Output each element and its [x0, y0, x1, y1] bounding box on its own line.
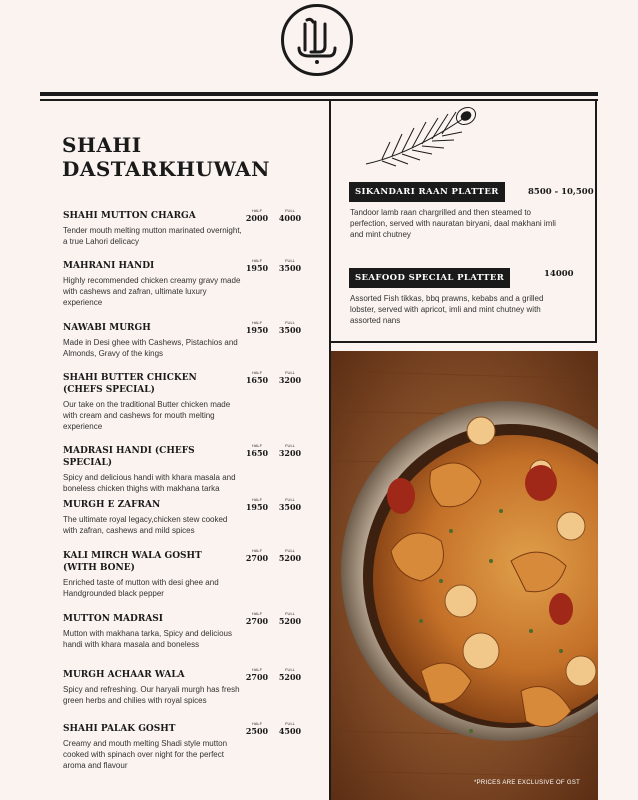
- full-price: [273, 611, 307, 626]
- full-label: FULL: [285, 611, 295, 616]
- full-price: [273, 721, 307, 736]
- menu-item-description: The ultimate royal legacy,chicken stew cooked with zafran, cashews and mild spices: [63, 515, 228, 535]
- half-price: [240, 258, 274, 273]
- half-label: HALF: [251, 611, 263, 616]
- half-label: HALF: [251, 667, 263, 672]
- header-rule-thick: [40, 92, 598, 96]
- menu-item-description: Tender mouth melting mutton marinated overnight, a true Lahori delicacy: [63, 226, 242, 246]
- half-value: 2700: [245, 616, 269, 626]
- calligraphy-logo-icon: [281, 4, 353, 76]
- gst-footnote: *PRICES ARE EXCLUSIVE OF GST: [474, 780, 581, 786]
- menu-item: [63, 499, 325, 536]
- menu-item-description: Made in Desi ghee with Cashews, Pistachios and Almonds, Gravy of the kings: [63, 338, 238, 358]
- full-price: [273, 667, 307, 682]
- full-value: 3500: [278, 263, 302, 273]
- half-value: 1950: [245, 502, 269, 512]
- menu-item: [63, 210, 325, 247]
- full-price: [273, 320, 307, 335]
- full-price: [273, 497, 307, 512]
- logo-glyph: [287, 10, 347, 70]
- menu-item-description: Highly recommended chicken creamy gravy made with cashews and zafran, ultimate luxury experience: [63, 276, 241, 307]
- platter-price-sikandari: 8500 - 10,500: [528, 187, 594, 197]
- menu-item-name: SHAHI BUTTER CHICKEN (CHEFS SPECIAL): [63, 373, 197, 395]
- full-price: [273, 443, 307, 458]
- full-label: FULL: [285, 320, 295, 325]
- section-title-line2: DASTARKHUWAN: [62, 157, 270, 181]
- half-label: HALF: [251, 721, 263, 726]
- half-price: [240, 721, 274, 736]
- half-value: 1650: [245, 448, 269, 458]
- half-price: [240, 370, 274, 385]
- full-label: FULL: [285, 370, 295, 375]
- full-value: 5200: [278, 616, 302, 626]
- full-value: 3200: [278, 448, 302, 458]
- menu-item: [63, 445, 325, 494]
- menu-item: [63, 723, 325, 771]
- half-value: 1950: [245, 263, 269, 273]
- full-label: FULL: [285, 208, 295, 213]
- platter-title-sikandari: SIKANDARI RAAN PLATTER: [349, 182, 505, 202]
- menu-item-name: SHAHI PALAK GOSHT: [63, 724, 176, 734]
- half-price: [240, 320, 274, 335]
- dish-photo: [331, 351, 598, 800]
- full-value: 4000: [278, 213, 302, 223]
- full-value: 3500: [278, 325, 302, 335]
- menu-item: [63, 322, 325, 359]
- half-label: HALF: [251, 320, 263, 325]
- half-price: [240, 443, 274, 458]
- menu-item-name: MAHRANI HANDI: [63, 261, 155, 271]
- full-label: FULL: [285, 667, 295, 672]
- full-label: FULL: [285, 258, 295, 263]
- full-label: FULL: [285, 721, 295, 726]
- full-value: 3500: [278, 502, 302, 512]
- menu-item-name: MURGH ACHAAR WALA: [63, 670, 185, 680]
- menu-item-description: Spicy and refreshing. Our haryali murgh has fresh green herbs and chilies with royal spices: [63, 685, 240, 705]
- menu-item-name: NAWABI MURGH: [63, 323, 151, 333]
- full-value: 3200: [278, 375, 302, 385]
- half-value: 2500: [245, 726, 269, 736]
- full-label: FULL: [285, 443, 295, 448]
- menu-item-description: Spicy and delicious handi with khara masala and boneless chicken thighs with makhana tarka: [63, 473, 236, 493]
- menu-item-description: Our take on the traditional Butter chicken made with cream and cashews for mouth melting experience: [63, 400, 231, 431]
- menu-item-description: Creamy and mouth melting Shadi style mutton cooked with spinach over night for the perfect aroma and flavour: [63, 739, 228, 770]
- full-price: [273, 258, 307, 273]
- full-value: 5200: [278, 553, 302, 563]
- menu-item: [63, 260, 325, 308]
- half-price: [240, 548, 274, 563]
- section-title-line1: SHAHI: [62, 133, 142, 157]
- menu-item-name: MUTTON MADRASI: [63, 614, 164, 624]
- half-label: HALF: [251, 497, 263, 502]
- menu-item-name: MURGH E ZAFRAN: [63, 500, 161, 510]
- peacock-feather-icon: [362, 104, 482, 170]
- full-price: [273, 370, 307, 385]
- platter-price-seafood: 14000: [544, 269, 574, 279]
- full-value: 4500: [278, 726, 302, 736]
- half-price: [240, 611, 274, 626]
- menu-item-name: SHAHI MUTTON CHARGA: [63, 211, 196, 221]
- curry-bowl-image: [331, 351, 598, 800]
- menu-item-description: Mutton with makhana tarka, Spicy and delicious handi with khara masala and boneless: [63, 629, 232, 649]
- platter-description-sikandari: Tandoor lamb raan chargrilled and then steamed to perfection, served with nauratan biryani, daal makhani imli and mint chutney: [350, 208, 556, 239]
- menu-item: [63, 372, 325, 432]
- half-price: [240, 208, 274, 223]
- half-label: HALF: [251, 208, 263, 213]
- menu-item-name: MADRASI HANDI (CHEFS SPECIAL): [63, 446, 195, 468]
- half-price: [240, 667, 274, 682]
- half-value: 2000: [245, 213, 269, 223]
- half-value: 1950: [245, 325, 269, 335]
- menu-item-description: Enriched taste of mutton with desi ghee and Handgrounded black pepper: [63, 578, 219, 598]
- menu-item: [63, 613, 325, 650]
- full-label: FULL: [285, 497, 295, 502]
- half-label: HALF: [251, 443, 263, 448]
- full-value: 5200: [278, 672, 302, 682]
- half-label: HALF: [251, 548, 263, 553]
- full-price: [273, 548, 307, 563]
- platter-description-seafood: Assorted Fish tikkas, bbq prawns, kebabs and a grilled lobster, served with apricot, imli and mint chutney with assorted nans: [350, 294, 544, 325]
- platter-title-seafood: SEAFOOD SPECIAL PLATTER: [349, 268, 510, 288]
- half-price: [240, 497, 274, 512]
- section-title: [62, 133, 270, 181]
- menu-item-name: KALI MIRCH WALA GOSHT (WITH BONE): [63, 551, 202, 573]
- menu-item: [63, 669, 325, 706]
- half-value: 2700: [245, 672, 269, 682]
- menu-item: [63, 550, 325, 599]
- full-price: [273, 208, 307, 223]
- full-label: FULL: [285, 548, 295, 553]
- half-label: HALF: [251, 258, 263, 263]
- half-value: 1650: [245, 375, 269, 385]
- half-label: HALF: [251, 370, 263, 375]
- half-value: 2700: [245, 553, 269, 563]
